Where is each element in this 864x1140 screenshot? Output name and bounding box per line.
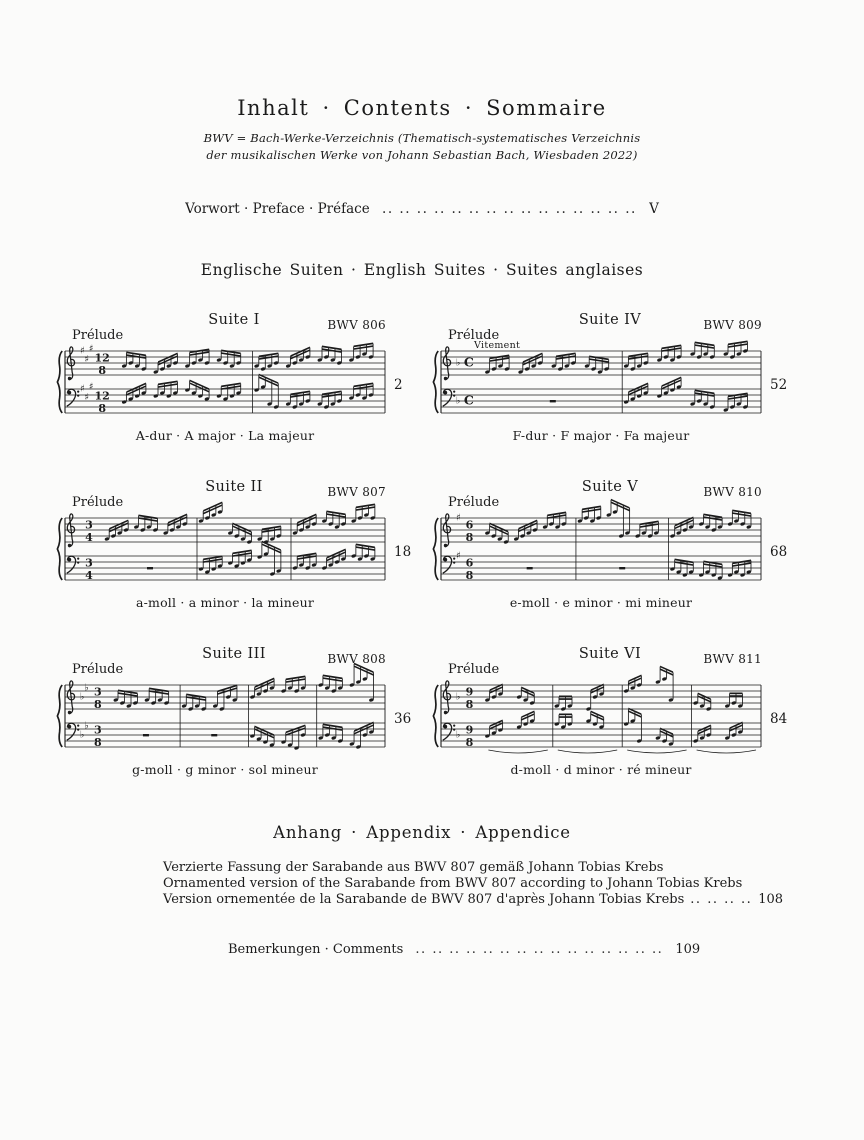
- svg-text:9: 9: [465, 685, 474, 699]
- suite-title: Suite II: [205, 479, 263, 495]
- svg-text:3: 3: [93, 685, 102, 699]
- key-label: a-moll · a minor · la mineur: [135, 595, 315, 610]
- music-incipit: [56, 345, 386, 425]
- incipit-row: [56, 345, 412, 425]
- remarks-label: Bemerkungen · Comments: [228, 941, 404, 957]
- key-label: F-dur · F major · Fa majeur: [512, 428, 690, 443]
- svg-text:♯: ♯: [84, 392, 90, 403]
- incipit-row: [56, 512, 412, 592]
- svg-text:♭: ♭: [80, 691, 85, 703]
- svg-text:♭: ♭: [84, 682, 89, 694]
- svg-text:♯: ♯: [88, 343, 94, 355]
- suite-page-number: 52: [770, 377, 788, 393]
- svg-text:♭: ♭: [456, 691, 461, 703]
- appendix-line-1: Verzierte Fassung der Sarabande aus BWV 807 gemäß Johann Tobias Krebs: [163, 860, 664, 875]
- svg-text:♯: ♯: [456, 512, 461, 524]
- svg-text:♭: ♭: [84, 720, 89, 732]
- tempo-label: Vitement: [474, 340, 521, 351]
- suite-title: Suite I: [208, 312, 260, 328]
- incipit-row: [56, 679, 412, 759]
- suite-page-number: 84: [770, 711, 788, 727]
- svg-text:8: 8: [98, 364, 107, 377]
- dot-leader: .. .. .. .. .. .. .. .. .. .. .. .. .. .. ..: [415, 941, 664, 957]
- movement-label: Prélude: [448, 495, 500, 510]
- suite-bwv: BWV 808: [327, 652, 386, 666]
- movement-label: Prélude: [448, 328, 500, 343]
- suite-page-number: 68: [770, 544, 788, 560]
- svg-text:♯: ♯: [456, 550, 461, 562]
- suite-bwv: BWV 806: [327, 318, 386, 332]
- suite-head: [56, 309, 412, 332]
- incipit-row: [432, 345, 788, 425]
- svg-text:♭: ♭: [80, 729, 85, 741]
- svg-text:♭: ♭: [456, 357, 461, 369]
- page-title: Inhalt · Contents · Sommaire: [237, 96, 607, 120]
- svg-text:C: C: [463, 392, 474, 408]
- svg-text:8: 8: [93, 736, 102, 749]
- svg-text:♭: ♭: [456, 395, 461, 407]
- suite-head: [432, 476, 788, 499]
- svg-text:♯: ♯: [84, 354, 90, 365]
- appendix-page-number: 108: [758, 891, 784, 907]
- movement-label: Prélude: [72, 495, 124, 510]
- key-label: A-dur · A major · La majeur: [135, 428, 315, 443]
- suite-bwv: BWV 810: [703, 485, 762, 499]
- suite-block: [432, 309, 788, 443]
- appendix-entry: [163, 860, 812, 908]
- incipit-row: [432, 679, 788, 759]
- svg-text:4: 4: [85, 531, 93, 544]
- suite-bwv: BWV 809: [703, 318, 762, 332]
- bwv-note-line-2: der musikalischen Werke von Johann Sebastian Bach, Wiesbaden 2022): [206, 148, 638, 162]
- svg-text:♭: ♭: [456, 729, 461, 741]
- svg-text:9: 9: [465, 723, 474, 737]
- suite-title: Suite III: [202, 646, 266, 662]
- suite-block: [56, 643, 412, 777]
- movement-label: Prélude: [72, 328, 124, 343]
- svg-text:8: 8: [465, 698, 474, 711]
- movement-label: Prélude: [72, 662, 124, 677]
- suite-block: [432, 476, 788, 610]
- bwv-note-line-1: BWV = Bach-Werke-Verzeichnis (Thematisch-systematisches Verzeichnis: [203, 131, 641, 145]
- svg-text:8: 8: [98, 402, 107, 415]
- svg-text:12: 12: [94, 351, 110, 365]
- suite-page-number: 36: [394, 711, 412, 727]
- suite-head: [432, 309, 788, 332]
- svg-text:12: 12: [94, 389, 110, 403]
- appendix-line-3: [163, 892, 812, 908]
- svg-text:8: 8: [465, 569, 474, 582]
- svg-text:8: 8: [465, 736, 474, 749]
- suites-grid: [32, 309, 812, 777]
- suite-title: Suite V: [581, 479, 639, 495]
- suite-block: [56, 476, 412, 610]
- preface-entry: [32, 201, 812, 217]
- remarks-page-number: 109: [675, 941, 701, 957]
- dot-leader: .. .. .. .. .. .. .. .. .. .. .. .. .. .. ..: [382, 201, 637, 217]
- music-incipit: [56, 512, 386, 592]
- key-label: d-moll · d minor · ré mineur: [510, 762, 692, 777]
- section-heading: Englische Suiten · English Suites · Suites anglaises: [200, 261, 644, 279]
- suite-page-number: 18: [394, 544, 412, 560]
- svg-text:8: 8: [465, 531, 474, 544]
- appendix-line-3-text: Version ornementée de la Sarabande de BWV 807 d'après Johann Tobias Krebs: [163, 891, 685, 907]
- suite-head: [56, 476, 412, 499]
- svg-text:C: C: [463, 354, 474, 370]
- svg-text:3: 3: [93, 723, 102, 737]
- suite-block: [56, 309, 412, 443]
- svg-text:4: 4: [85, 569, 93, 582]
- svg-text:3: 3: [85, 556, 93, 570]
- preface-page-number: V: [649, 201, 659, 217]
- key-label: e-moll · e minor · mi mineur: [509, 595, 693, 610]
- movement-label: Prélude: [448, 662, 500, 677]
- svg-text:♯: ♯: [88, 381, 94, 393]
- svg-text:3: 3: [85, 518, 93, 532]
- suite-block: [432, 643, 788, 777]
- svg-text:6: 6: [465, 518, 474, 532]
- suite-bwv: BWV 807: [327, 485, 386, 499]
- key-label: g-moll · g minor · sol mineur: [132, 762, 318, 777]
- appendix-heading: Anhang · Appendix · Appendice: [273, 823, 571, 842]
- preface-label: Vorwort · Preface · Préface: [185, 201, 370, 217]
- svg-text:♯: ♯: [80, 345, 85, 357]
- appendix-line-2: Ornamented version of the Sarabande from BWV 807 according to Johann Tobias Krebs: [163, 875, 743, 891]
- suite-title: Suite VI: [578, 646, 642, 662]
- incipit-row: [432, 512, 788, 592]
- suite-title: Suite IV: [578, 312, 642, 328]
- music-incipit: [432, 345, 762, 425]
- dot-leader: .. .. .. ..: [690, 891, 753, 907]
- svg-text:6: 6: [465, 556, 474, 570]
- music-incipit: [56, 679, 386, 759]
- suite-bwv: BWV 811: [703, 652, 762, 666]
- suite-head: [56, 643, 412, 666]
- suite-page-number: 2: [394, 377, 403, 393]
- suite-head: [432, 643, 788, 666]
- remarks-entry: [228, 942, 812, 957]
- svg-text:8: 8: [93, 698, 102, 711]
- svg-text:♯: ♯: [80, 383, 85, 395]
- music-incipit: [432, 512, 762, 592]
- music-incipit: [432, 679, 762, 759]
- content-column: [32, 0, 812, 957]
